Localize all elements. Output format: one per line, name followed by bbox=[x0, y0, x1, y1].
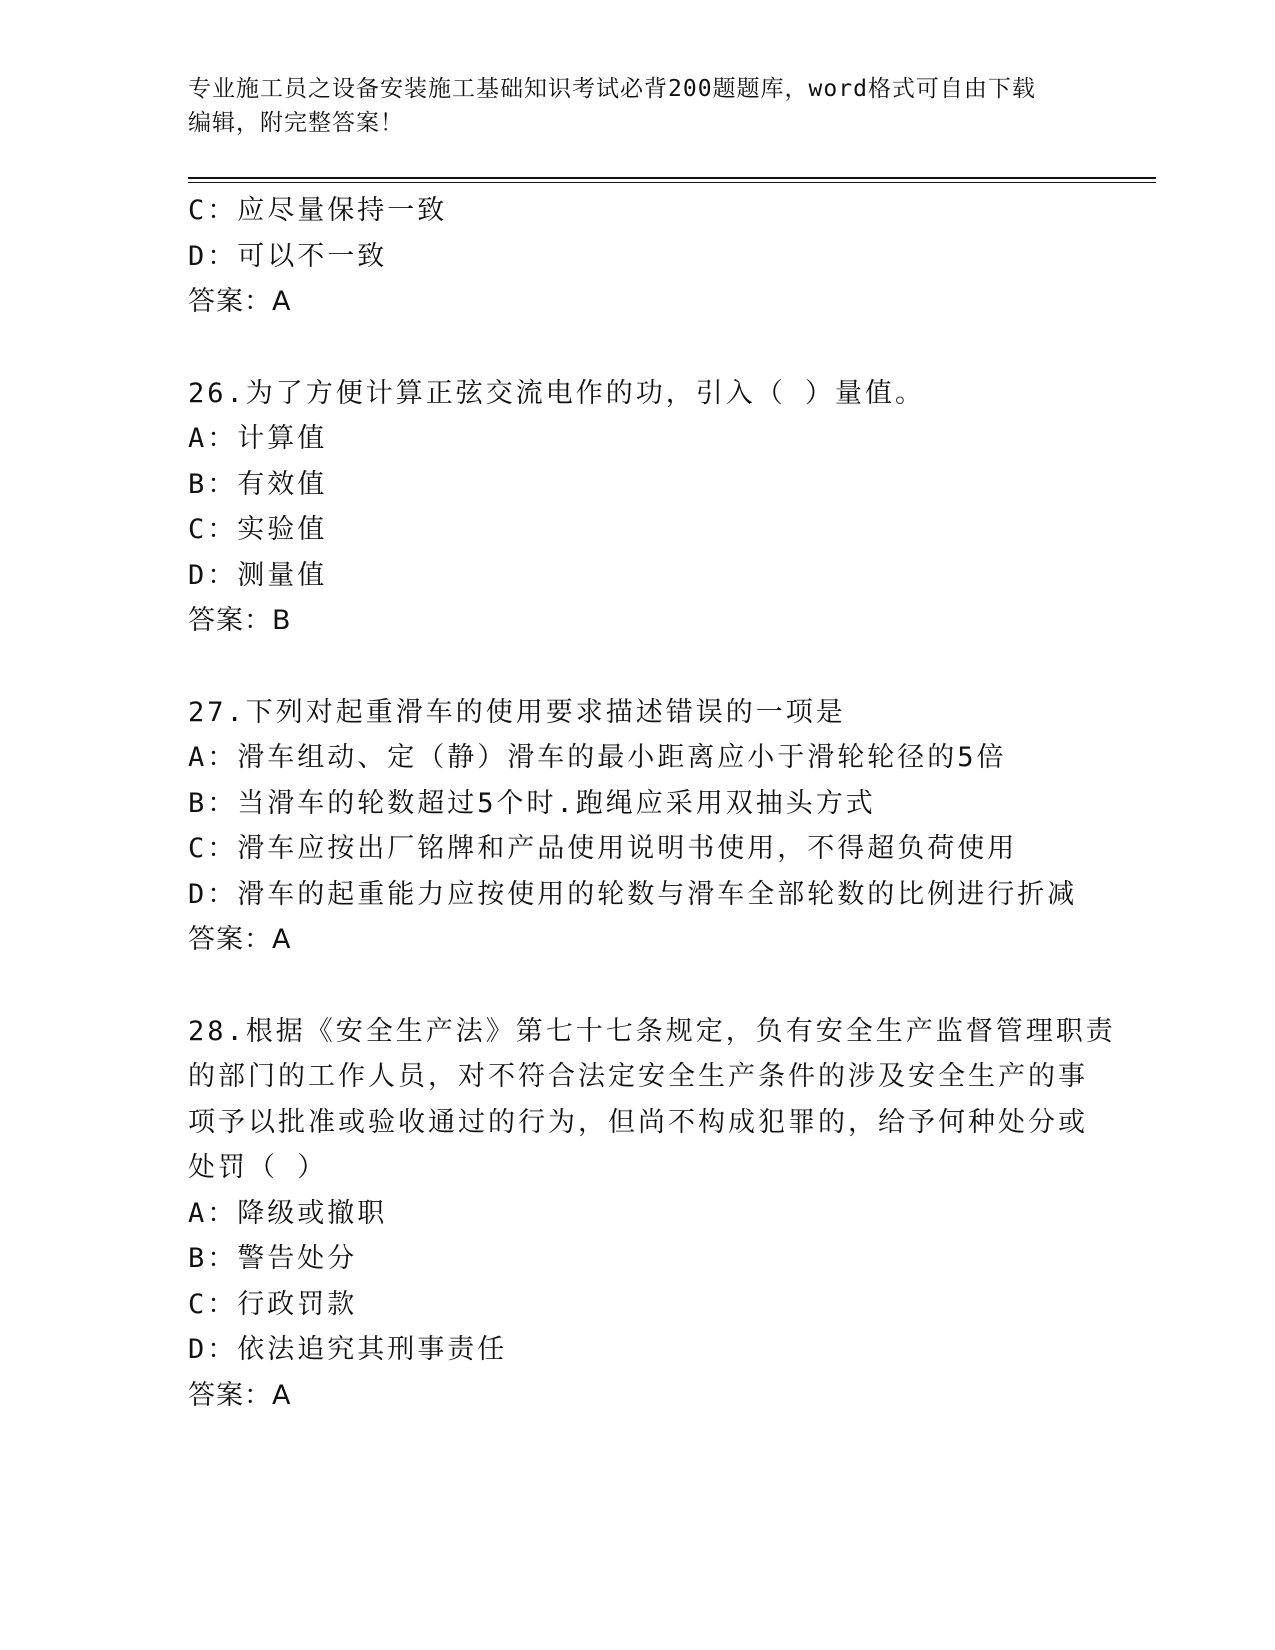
spacer bbox=[188, 325, 1088, 371]
question-stem: 27.下列对起重滑车的使用要求描述错误的一项是 bbox=[188, 696, 846, 728]
question-stem-line-1: 28.根据《安全生产法》第七十七条规定，负有安全生产监督管理职责 bbox=[188, 1015, 1116, 1047]
question-28 bbox=[188, 1009, 1116, 1419]
option-c: C：实验值 bbox=[188, 514, 328, 545]
spacer bbox=[188, 644, 1088, 690]
option-c: C：滑车应按出厂铭牌和产品使用说明书使用，不得超负荷使用 bbox=[188, 833, 1018, 864]
option-a: A：滑车组动、定（静）滑车的最小距离应小于滑轮轮径的5倍 bbox=[188, 742, 1007, 773]
option-d: D：滑车的起重能力应按使用的轮数与滑车全部轮数的比例进行折减 bbox=[188, 878, 1078, 910]
option-c: C：行政罚款 bbox=[188, 1288, 358, 1320]
answer-line: 答案：A bbox=[188, 1379, 292, 1411]
answer-line: 答案：B bbox=[188, 605, 292, 636]
option-d: D：可以不一致 bbox=[188, 240, 388, 272]
option-a: A：计算值 bbox=[188, 423, 328, 454]
question-stem-line-4: 处罚（ ） bbox=[188, 1152, 328, 1183]
option-c: C：应尽量保持一致 bbox=[188, 195, 448, 226]
answer-line: 答案：A bbox=[188, 286, 292, 317]
header-title-line-2: 编辑，附完整答案！ bbox=[188, 110, 404, 136]
option-b: B：警告处分 bbox=[188, 1243, 358, 1274]
question-list bbox=[188, 188, 1116, 1418]
question-25-continuation bbox=[188, 188, 1088, 325]
question-26 bbox=[188, 371, 1088, 644]
question-stem-line-3: 项予以批准或验收通过的行为，但尚不构成犯罪的，给予何种处分或 bbox=[188, 1106, 1088, 1138]
question-stem: 26.为了方便计算正弦交流电作的功，引入（ ）量值。 bbox=[188, 377, 926, 409]
option-a: A：降级或撤职 bbox=[188, 1197, 388, 1229]
option-d: D：测量值 bbox=[188, 559, 328, 591]
question-stem-line-2: 的部门的工作人员，对不符合法定安全生产条件的涉及安全生产的事 bbox=[188, 1061, 1088, 1092]
spacer bbox=[188, 963, 1088, 1009]
header-divider-thin bbox=[188, 182, 1156, 183]
option-b: B：有效值 bbox=[188, 468, 328, 500]
header-title-line-1: 专业施工员之设备安装施工基础知识考试必背200题题库，word格式可自由下载 bbox=[188, 76, 1036, 102]
header-divider-thick bbox=[188, 177, 1156, 179]
option-d: D：依法追究其刑事责任 bbox=[188, 1334, 508, 1365]
option-b: B：当滑车的轮数超过5个时.跑绳应采用双抽头方式 bbox=[188, 787, 876, 819]
question-27 bbox=[188, 690, 1088, 963]
answer-line: 答案：A bbox=[188, 924, 292, 955]
page-header bbox=[188, 72, 1088, 140]
